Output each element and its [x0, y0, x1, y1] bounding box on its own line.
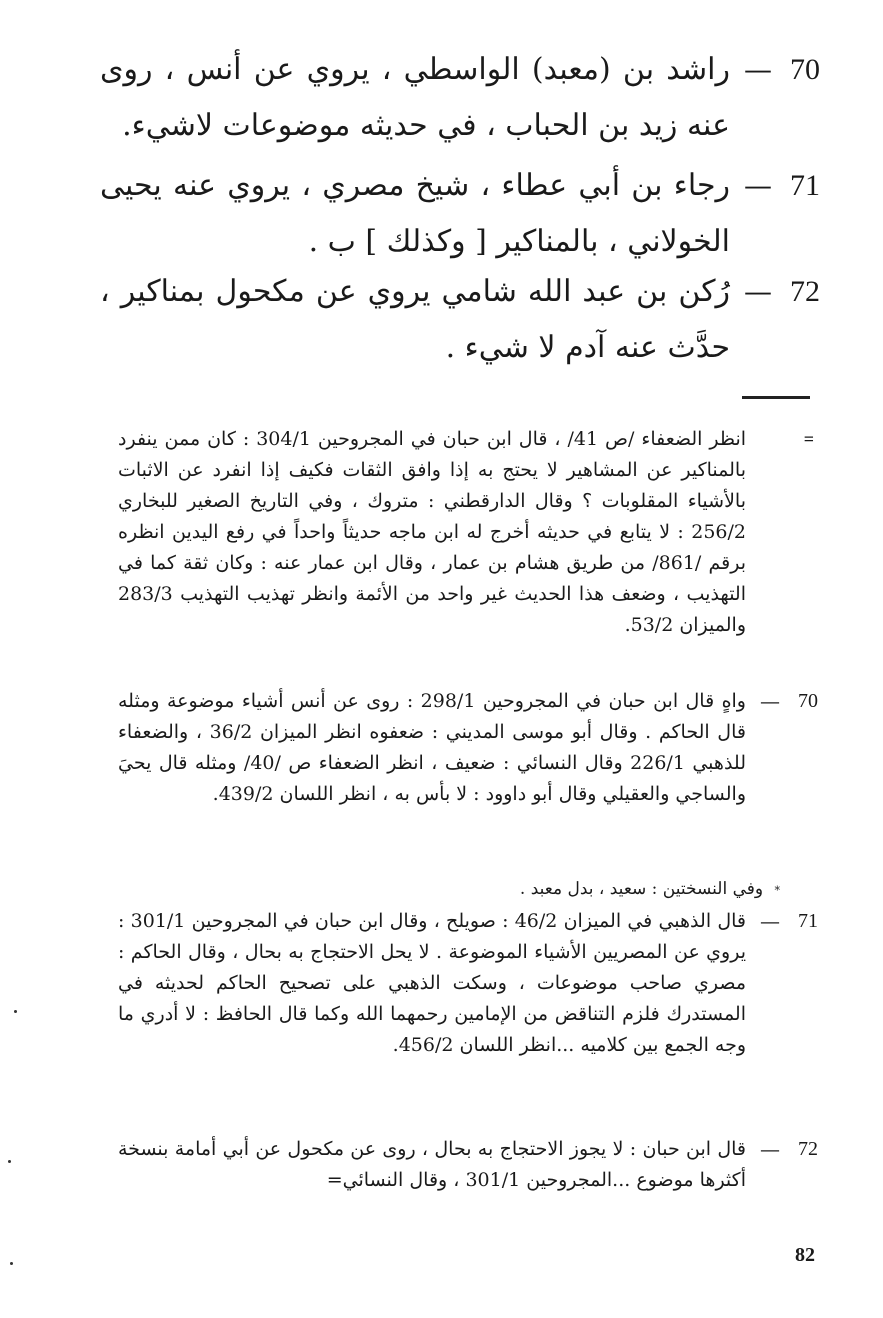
footnote-number: 71 [798, 910, 818, 932]
footnote-71 [118, 906, 818, 1061]
entry-text: رجاء بن أبي عطاء ، شيخ مصري ، يروي عنه يحيى الخولاني ، بالمناكير [ وكذلك ] ب . [100, 168, 730, 259]
entry-dash: — [744, 275, 772, 308]
entry-dash: — [744, 169, 772, 202]
footnote-marker: = [803, 429, 814, 449]
entry-number: 72 [790, 275, 820, 308]
footnote-dash: — [760, 689, 780, 713]
footnote-text: انظر الضعفاء /ص 41/ ، قال ابن حبان في المجروحين 304/1 : كان ممن ينفرد بالمناكير عن المشاهير لا يحتج به إذا وافق الثقات فكيف إذا انفرد عن الاثبات بالأشياء المقلوبات ؟ وقال الدارقطني : متروك ، وفي التاريخ الصغير للبخاري 256/2 : لا يتابع في حديثه أخرج له ابن ماجه حديثاً واحداً في رفع اليدين انظره برقم /861/ من طريق هشام بن عمار ، وقال ابن عمار عنه : وكان ثقة كما في التهذيب ، وضعف هذا الحديث غير واحد من الأئمة وانظر تهذيب التهذيب 283/3 والميزان 53/2. [118, 428, 747, 636]
footnote-text: قال الذهبي في الميزان 46/2 : صويلح ، وقال ابن حبان في المجروحين 301/1 : يروي عن المصريين الأشياء الموضوعة . لا يحل الاحتجاج به بحال ، وقال الحاكم : مصري صاحب موضوعات ، وسكت الذهبي على تصحيح الحاكم لحديثه في المستدرك فلزم التناقض من الإمامين رحمهما الله وكما قال الحافظ : لا أدري ما وجه الجمع بين كلاميه ...انظر اللسان 456/2. [118, 910, 747, 1056]
entry-number: 70 [790, 53, 820, 86]
page-number: 82 [795, 1244, 815, 1266]
main-entry-71 [100, 158, 820, 270]
entry-text: راشد بن (معبد) الواسطي ، يروي عن أنس ، روى عنه زيد بن الحباب ، في حديثه موضوعات لاشيء. [100, 52, 730, 143]
scan-speck [10, 1262, 13, 1265]
footnote-number: 70 [798, 690, 818, 712]
main-entry-70 [100, 42, 820, 154]
footnote-number: 72 [798, 1138, 818, 1160]
scan-speck [8, 1160, 11, 1163]
footnote-dash: — [760, 1137, 780, 1161]
asterisk-marker: * [774, 884, 780, 897]
footnote-72 [118, 1134, 818, 1196]
entry-text: رُكن بن عبد الله شامي يروي عن مكحول بمناكير ، حدَّث عنه آدم لا شيء . [100, 274, 730, 365]
footnote-text: واهٍ قال ابن حبان في المجروحين 298/1 : روى عن أنس أشياء موضوعة ومثله قال الحاكم . وقال أبو موسى المديني : ضعفوه انظر الميزان 36/2 ، والضعفاء للذهبي 226/1 وقال النسائي : ضعيف ، انظر الضعفاء ص /40/ ومثله قال يحيَ والساجي والعقيلي وقال أبو داوود : لا بأس به ، انظر اللسان 439/2. [118, 690, 746, 805]
footnote-70 [118, 686, 818, 810]
footnote-70-note [380, 874, 780, 906]
footnote-text: قال ابن حبان : لا يجوز الاحتجاج به بحال ، روى عن مكحول عن أبي أمامة بنسخة أكثرها موضوع ...المجروحين 301/1 ، وقال النسائي= [118, 1138, 746, 1191]
footnote-note-text: وفي النسختين : سعيد ، بدل معبد . [519, 879, 764, 899]
footnote-separator [742, 396, 810, 399]
entry-dash: — [744, 53, 772, 86]
footnote-continuation [118, 424, 818, 641]
footnote-dash: — [760, 909, 780, 933]
scan-speck [14, 1010, 17, 1013]
main-entry-72 [100, 264, 820, 376]
entry-number: 71 [790, 169, 820, 202]
